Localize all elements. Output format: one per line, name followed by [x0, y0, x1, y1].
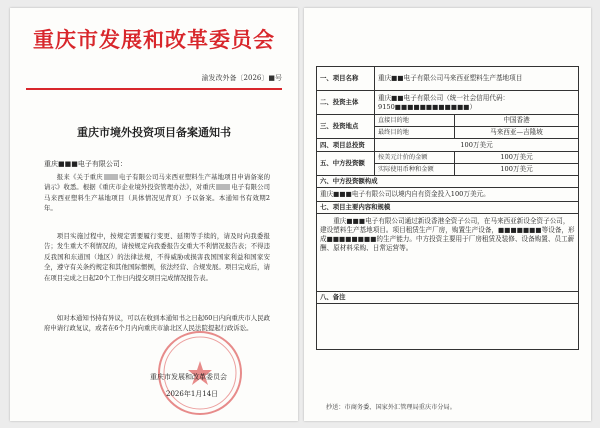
table-row	[317, 176, 579, 188]
value-project-name: 重庆■■电子有限公司马来西亚塑料生产基地项目	[375, 67, 579, 91]
table-row	[317, 292, 579, 304]
redaction-mark	[104, 174, 118, 180]
body-paragraph-1	[44, 172, 270, 214]
value-usd-amount: 100万美元	[455, 152, 579, 164]
project-info-page	[304, 8, 591, 421]
table-row	[317, 152, 579, 164]
table-row	[317, 67, 579, 91]
body-paragraph-3: 如对本通知书持有异议，可以在收到本通知书之日起60日内向重庆市人民政府申请行政复议，或者在6个月内向重庆市渝北区人民法院提起行政诉讼。	[44, 314, 270, 333]
value-final-destination: 马来西亚—吉隆坡	[455, 127, 579, 139]
table-row	[317, 91, 579, 115]
table-row	[317, 202, 579, 214]
signature-organization: 重庆市发展和改革委员会	[150, 373, 227, 381]
value-direct-destination: 中国香港	[455, 115, 579, 127]
notice-page	[10, 8, 298, 421]
label-direct-destination: 直接目的地	[375, 115, 455, 127]
project-info-table	[316, 66, 579, 350]
body-paragraph-2: 项目实施过程中，按规定需要履行变更、延期等手续的，请及时向我委报告；发生重大不利情况的，请按规定向我委报告交重大不利情况报告表；不得违反我国和东道国（地区）的法律法规，不得威胁或损害我国国家利益和国家安全，遵守有关条约规定和其他国际惯例，依法经营、合规发展。项目完成后，请在项目完成之日起20个工作日内提交项目完成情况报告表。	[44, 232, 270, 282]
letterhead: 重庆市发展和改革委员会	[33, 28, 275, 52]
table-row	[317, 304, 579, 350]
label-investor: 二、投资主体	[317, 91, 375, 115]
label-chinese-investment: 五、中方投资额	[317, 152, 375, 176]
table-row	[317, 139, 579, 152]
header-main-content: 七、项目主要内容和规模	[317, 202, 579, 214]
redaction-mark	[216, 184, 230, 190]
letterhead-rule	[26, 88, 282, 90]
label-actual-currency: 实际使用币种和金额	[375, 164, 455, 176]
value-total-investment: 100万美元	[375, 139, 579, 152]
table-row	[317, 115, 579, 127]
document-title: 重庆市境外投资项目备案通知书	[77, 126, 231, 139]
label-location: 三、投资地点	[317, 115, 375, 139]
para1-part-b: 电子有限公司马来西亚塑料生产基地项目申请备案的请示》收悉。根据《重庆市企业境外投资管理办法》，对重庆	[44, 173, 271, 192]
label-total-investment: 四、项目总投资	[317, 139, 375, 152]
para1-part-c: 电子有限公司马来西亚塑料生产基地项目（具体情况见背页）予以备案。本通知书有效期2年。	[44, 183, 270, 213]
label-project-name: 一、项目名称	[317, 67, 375, 91]
value-actual-currency: 100万美元	[455, 164, 579, 176]
table-row	[317, 214, 579, 292]
value-main-content: 重庆■■■电子有限公司通过新设香港全资子公司，在马来西亚新设全资子公司，建设塑料生产基地项目。项目租赁生产厂房，购置生产设备，■■■■■■■等设备，形成■■■■■■■■的生产能力。中方投资主要用于厂房租赁及装修、设备购置、员工薪酬、原材料采购、日常运营等。	[317, 214, 579, 292]
value-investor: 重庆■■电子有限公司（统一社会信用代码：9150■■■■■■■■■■■■）	[375, 91, 579, 115]
header-remarks: 八、备注	[317, 292, 579, 304]
cc-line: 抄送：市商务委、国家外汇管理局重庆市分局。	[326, 404, 456, 411]
label-final-destination: 最终目的地	[375, 127, 455, 139]
header-investment-composition: 六、中方投资额构成	[317, 176, 579, 188]
signature-date: 2026年1月14日	[166, 390, 219, 398]
value-investment-composition: 重庆■■■电子有限公司以境内自有资金投入100万美元。	[317, 188, 579, 202]
table-row	[317, 188, 579, 202]
document-number: 渝发改外备〔2026〕■号	[201, 74, 282, 82]
para1-part-a: 报来《关于重庆	[56, 173, 103, 181]
salutation: 重庆■■■电子有限公司：	[44, 160, 127, 168]
label-usd-amount: 按美元计价的金额	[375, 152, 455, 164]
value-remarks	[317, 304, 579, 350]
